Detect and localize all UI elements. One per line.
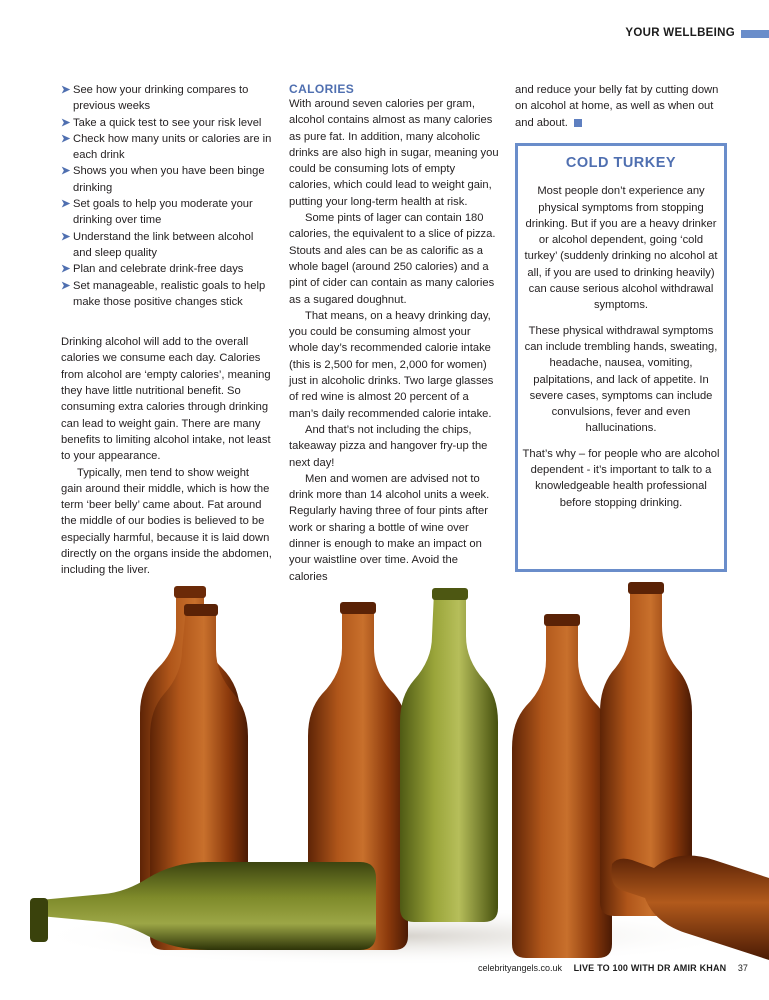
box-paragraph: That’s why – for people who are alcohol dependent - it’s important to talk to a knowledgeable health professional before stopping drinking. xyxy=(522,447,720,509)
amber-bottle xyxy=(512,614,612,958)
body-paragraph: Some pints of lager can contain 180 calories, the equivalent to a slice of pizza. Stouts and ales can be as calorific as a whole bagel (around 250 calories) and a pint of cider can contain as many calories as a sugared doughnut. xyxy=(289,212,496,306)
box-paragraph: These physical withdrawal symptoms can include trembling hands, sweating, headache, nausea, vomiting, palpitations, and lack of appetite. In severe cases, symptoms can include convulsions, fever and even hallucinations. xyxy=(524,324,718,435)
body-paragraph: Men and women are advised not to drink more than 14 alcohol units a week. Regularly having three of four pints after work or sharing a bottle of wine over dinner is enough to make an impact on your waistline over time. Avoid the calories xyxy=(289,472,490,583)
feature-list xyxy=(61,82,273,310)
list-item: ➤ Check how many units or calories are in each drink xyxy=(61,132,272,162)
article-end-mark xyxy=(574,119,582,127)
calories-heading: CALORIES xyxy=(289,82,355,96)
body-paragraph: Typically, men tend to show weight gain around their middle, which is how the term ‘beer belly’ came about. Fat around the middle of our bodies is believed to be especially harmful, because it is laid down directly on the organs inside the abdomen, including the liver. xyxy=(61,466,272,577)
chevron-right-icon: ➤ xyxy=(61,198,71,211)
list-item: ➤ Plan and celebrate drink-free days xyxy=(61,261,273,277)
chevron-right-icon: ➤ xyxy=(61,263,71,276)
chevron-right-icon: ➤ xyxy=(61,84,71,96)
footer-site: celebrityangels.co.uk xyxy=(478,963,563,973)
column-1 xyxy=(61,82,273,579)
page-footer xyxy=(478,963,757,973)
chevron-right-icon: ➤ xyxy=(61,116,71,129)
column-3 xyxy=(515,82,725,131)
box-title: COLD TURKEY xyxy=(565,155,677,171)
footer-publication: LIVE TO 100 WITH DR AMIR KHAN xyxy=(573,963,727,973)
cold-turkey-box xyxy=(515,143,727,572)
list-item: ➤ Set goals to help you moderate your drinking over time xyxy=(61,198,253,227)
list-item: ➤ Take a quick test to see your risk level xyxy=(61,115,273,131)
chevron-right-icon: ➤ xyxy=(61,230,71,243)
chevron-right-icon: ➤ xyxy=(61,279,71,292)
bottles-photo xyxy=(0,568,769,968)
green-bottle xyxy=(400,588,498,922)
body-paragraph: and reduce your belly fat by cutting down on alcohol at home, as well as when out and about. xyxy=(515,84,719,129)
chevron-right-icon: ➤ xyxy=(61,165,71,178)
body-paragraph: That means, on a heavy drinking day, you could be consuming almost your whole day’s recommended calorie intake (this is 2,500 for men, 2,000 for women) just in alcoholic drinks. Two large glasses of red wine is almost 20 percent of a man’s daily recommended calorie intake. xyxy=(289,309,494,420)
box-paragraph: Most people don’t experience any physical symptoms from stopping drinking. But if you are a heavy drinker or alcohol dependent, going ‘cold turkey’ (suddenly drinking no alcohol at all, if you are used to drinking heavily) can cause serious alcohol withdrawal symptoms. xyxy=(524,185,718,312)
column-2 xyxy=(289,82,499,585)
section-accent-bar xyxy=(741,30,769,38)
body-paragraph: Drinking alcohol will add to the overall calories we consume each day. Calories from alcohol are ‘empty calories’, meaning they have little nutritional benefit. So consuming extra calories through drinking can lead to weight gain. There are many benefits to limiting alcohol intake, not least to your appearance. xyxy=(61,336,271,463)
chevron-right-icon: ➤ xyxy=(61,132,71,145)
list-item: ➤ Understand the link between alcohol and sleep quality xyxy=(61,230,254,259)
body-paragraph: With around seven calories per gram, alcohol contains almost as many calories as pure fat. In addition, many alcoholic drinks are also high in sugar, meaning you could be consuming lots of empty calories, which could lead to weight gain, putting your long-term health at risk. xyxy=(289,98,499,208)
list-item: ➤ Shows you when you have been binge drinking xyxy=(61,165,265,194)
list-item: ➤ Set manageable, realistic goals to help make those positive changes stick xyxy=(61,279,266,308)
page-number: 37 xyxy=(737,963,748,973)
body-paragraph: And that’s not including the chips, takeaway pizza and hangover fry-up the next day! xyxy=(289,423,488,469)
list-item: ➤ See how your drinking compares to previous weeks xyxy=(61,84,249,113)
section-title: YOUR WELLBEING xyxy=(625,27,735,39)
